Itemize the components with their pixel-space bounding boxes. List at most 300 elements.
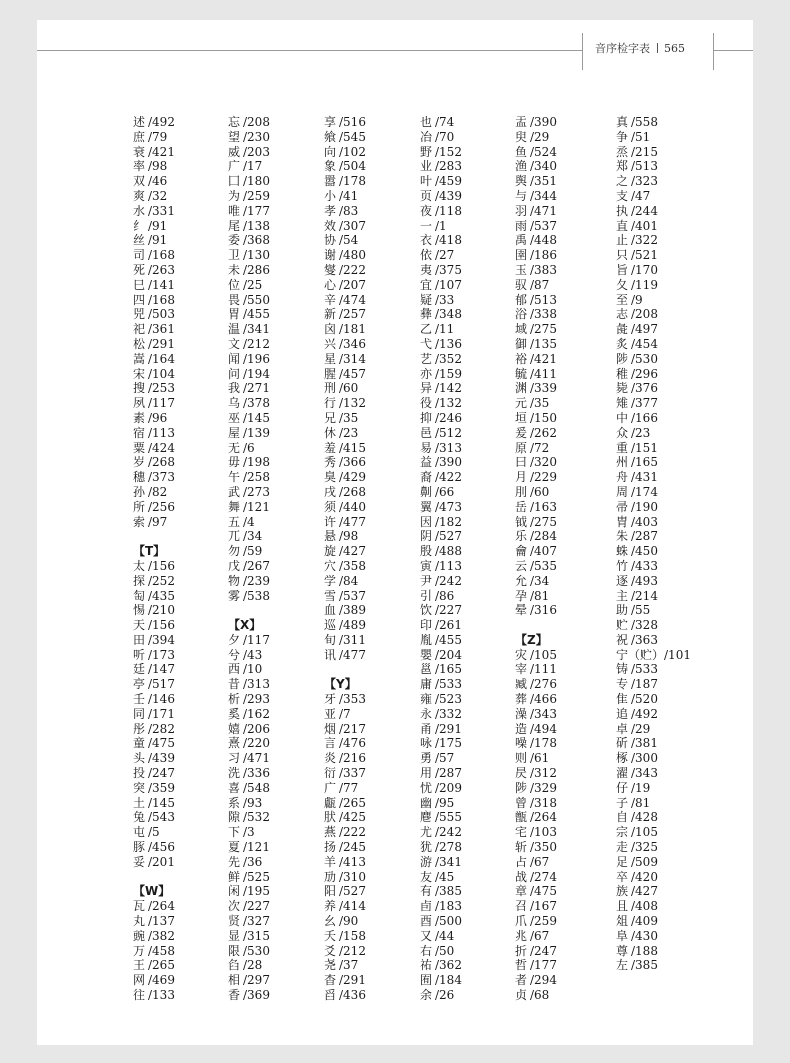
entry-page: /177	[243, 203, 270, 218]
index-entry	[228, 322, 320, 337]
entry-page: /171	[148, 706, 175, 721]
entry-page: /54	[339, 233, 359, 248]
entry-page: /6	[243, 440, 255, 455]
entry-page: /72	[530, 440, 550, 455]
entry-character: 逐	[616, 573, 629, 588]
entry-page: /328	[631, 618, 658, 633]
entry-page: /182	[435, 514, 462, 529]
entry-page: /275	[530, 514, 557, 529]
index-entry	[420, 944, 512, 959]
entry-page: /516	[339, 115, 366, 129]
entry-page: /119	[631, 277, 658, 292]
index-entry	[324, 159, 416, 174]
entry-page: /133	[148, 988, 175, 1003]
entry-character: 戌	[324, 484, 337, 499]
entry-page: /517	[148, 677, 175, 692]
index-entry	[420, 470, 512, 485]
index-entry	[616, 929, 708, 944]
entry-character: 贮	[616, 618, 629, 633]
index-entry	[228, 722, 320, 737]
index-entry	[515, 766, 607, 781]
entry-page: /314	[339, 351, 366, 366]
entry-character: 用	[420, 766, 433, 781]
entry-page: /146	[148, 692, 175, 707]
entry-character: 椓	[616, 751, 629, 766]
entry-page: /214	[631, 588, 658, 603]
index-entry	[133, 278, 225, 293]
entry-character: 嚣	[324, 174, 337, 189]
entry-page: /145	[148, 795, 175, 810]
entry-character: 蛛	[616, 544, 629, 559]
entry-character: 雍	[420, 692, 433, 707]
entry-page: /268	[339, 484, 366, 499]
entry-page: /346	[339, 336, 366, 351]
index-entry	[515, 677, 607, 692]
index-entry	[324, 884, 416, 899]
entry-page: /513	[631, 159, 658, 174]
entry-page: /313	[435, 440, 462, 455]
index-entry	[133, 233, 225, 248]
index-entry	[228, 899, 320, 914]
index-entry	[616, 115, 708, 130]
index-entry	[228, 396, 320, 411]
entry-character: 惕	[133, 603, 146, 618]
entry-character: 元	[515, 396, 528, 411]
index-entry	[616, 130, 708, 145]
index-entry	[420, 810, 512, 825]
entry-page: /494	[530, 721, 557, 736]
entry-character: 隹	[616, 692, 629, 707]
index-entry	[616, 559, 708, 574]
entry-page: /307	[339, 218, 366, 233]
entry-character: 龠	[515, 544, 528, 559]
index-entry	[515, 736, 607, 751]
entry-character: 鲜	[228, 869, 241, 884]
entry-page: /74	[435, 115, 455, 129]
entry-character: 忧	[420, 780, 433, 795]
entry-page: /377	[631, 396, 658, 411]
header-title: 音序检字表	[595, 42, 650, 55]
entry-character: 因	[420, 514, 433, 529]
section-gap	[228, 603, 320, 618]
index-entry	[420, 736, 512, 751]
entry-character: 俎	[616, 914, 629, 929]
index-entry	[324, 603, 416, 618]
entry-character: 羽	[515, 203, 528, 218]
entry-page: /343	[631, 766, 658, 781]
index-entry	[324, 337, 416, 352]
entry-character: 勇	[420, 751, 433, 766]
entry-character: 铸	[616, 662, 629, 677]
entry-page: /261	[435, 618, 462, 633]
entry-character: 奚	[228, 706, 241, 721]
entry-character: 与	[515, 188, 528, 203]
entry-character: 只	[616, 248, 629, 263]
entry-page: /102	[339, 144, 366, 159]
index-entry	[228, 219, 320, 234]
entry-page: /105	[631, 825, 658, 840]
index-entry	[616, 751, 708, 766]
entry-page: /313	[243, 677, 270, 692]
index-entry	[420, 914, 512, 929]
entry-page: /208	[631, 307, 658, 322]
index-entry	[228, 145, 320, 160]
entry-page: /322	[631, 233, 658, 248]
entry-page: /256	[148, 499, 175, 514]
entry-character: 曾	[515, 795, 528, 810]
entry-character: 小	[324, 188, 337, 203]
index-entry	[324, 515, 416, 530]
entry-character: 豚	[133, 840, 146, 855]
index-entry	[324, 204, 416, 219]
section-heading: 【Y】	[324, 677, 357, 692]
index-entry	[324, 929, 416, 944]
entry-character: 自	[616, 810, 629, 825]
entry-character: 象	[324, 159, 337, 174]
entry-page: /97	[148, 514, 168, 529]
index-entry	[133, 633, 225, 648]
entry-page: /262	[530, 425, 557, 440]
entry-page: /93	[243, 795, 263, 810]
entry-character: 为	[228, 188, 241, 203]
entry-character: 瓦	[133, 899, 146, 914]
entry-character: 造	[515, 721, 528, 736]
entry-character: 闲	[228, 884, 241, 899]
index-entry	[616, 692, 708, 707]
entry-page: /318	[530, 795, 557, 810]
entry-character: 尹	[420, 573, 433, 588]
entry-character: 太	[133, 558, 146, 573]
index-entry	[324, 248, 416, 263]
entry-character: 圉	[515, 248, 528, 263]
entry-page: /81	[631, 795, 651, 810]
entry-character: 听	[133, 647, 146, 662]
entry-page: /258	[243, 470, 270, 485]
entry-page: /311	[339, 632, 366, 647]
index-entry	[228, 633, 320, 648]
entry-page: /222	[339, 262, 366, 277]
index-entry	[133, 515, 225, 530]
index-entry	[228, 174, 320, 189]
entry-page: /187	[631, 677, 658, 692]
entry-page: /477	[339, 647, 366, 662]
index-entry	[616, 825, 708, 840]
entry-character: 夙	[133, 396, 146, 411]
running-header	[595, 41, 713, 57]
index-entry	[324, 426, 416, 441]
entry-character: 郑	[616, 159, 629, 174]
index-entry	[324, 500, 416, 515]
entry-character: 宿	[133, 425, 146, 440]
entry-character: 噪	[515, 736, 528, 751]
index-entry	[515, 381, 607, 396]
entry-character: 祐	[420, 958, 433, 973]
entry-character: 则	[515, 751, 528, 766]
index-entry	[420, 633, 512, 648]
index-entry	[420, 500, 512, 515]
index-entry	[515, 722, 607, 737]
index-entry	[515, 248, 607, 263]
index-entry	[324, 293, 416, 308]
entry-page: /523	[435, 692, 462, 707]
index-entry	[420, 574, 512, 589]
index-entry	[420, 307, 512, 322]
entry-character: 囗	[228, 174, 241, 189]
entry-character: 贤	[228, 914, 241, 929]
entry-character: 纟	[133, 218, 146, 233]
index-entry	[324, 411, 416, 426]
entry-page: /23	[631, 425, 651, 440]
index-entry	[228, 781, 320, 796]
index-entry	[133, 736, 225, 751]
entry-character: 阴	[420, 529, 433, 544]
entry-page: /79	[148, 129, 168, 144]
entry-page: /242	[435, 573, 462, 588]
entry-page: /425	[339, 810, 366, 825]
index-entry	[515, 263, 607, 278]
entry-character: 阜	[616, 928, 629, 943]
section-heading: 【W】	[133, 884, 171, 899]
entry-page: /332	[435, 706, 462, 721]
entry-character: 毓	[515, 366, 528, 381]
index-entry	[133, 263, 225, 278]
entry-character: 炙	[616, 336, 629, 351]
index-entry	[228, 159, 320, 174]
index-entry	[515, 692, 607, 707]
index-entry	[324, 781, 416, 796]
index-entry	[616, 174, 708, 189]
index-entry	[420, 204, 512, 219]
entry-character: 嬰	[420, 647, 433, 662]
index-entry	[228, 973, 320, 988]
entry-character: 粟	[133, 440, 146, 455]
entry-page: /103	[530, 825, 557, 840]
entry-character: 乙	[420, 322, 433, 337]
entry-page: /283	[435, 159, 462, 174]
index-entry	[420, 367, 512, 382]
index-entry	[324, 574, 416, 589]
entry-character: 午	[228, 470, 241, 485]
entry-page: /429	[339, 470, 366, 485]
entry-page: /244	[631, 203, 658, 218]
index-entry	[324, 130, 416, 145]
entry-page: /492	[148, 115, 175, 129]
entry-character: 宁（贮）	[616, 647, 665, 662]
entry-character: 族	[616, 884, 629, 899]
index-entry	[133, 781, 225, 796]
entry-page: /431	[631, 470, 658, 485]
entry-page: /173	[148, 647, 175, 662]
entry-page: /341	[435, 854, 462, 869]
entry-character: 争	[616, 129, 629, 144]
index-entry	[616, 145, 708, 160]
entry-page: /450	[631, 544, 658, 559]
entry-character: 头	[133, 751, 146, 766]
entry-character: 行	[324, 396, 337, 411]
entry-page: /427	[631, 884, 658, 899]
entry-page: /98	[148, 159, 168, 174]
entry-character: 土	[133, 795, 146, 810]
entry-page: /198	[243, 455, 270, 470]
entry-character: 嵩	[133, 351, 146, 366]
entry-page: /25	[243, 277, 263, 292]
entry-page: /458	[148, 943, 175, 958]
index-entry	[420, 751, 512, 766]
entry-page: /424	[148, 440, 175, 455]
entry-page: /162	[243, 706, 270, 721]
entry-page: /158	[339, 928, 366, 943]
entry-page: /343	[530, 706, 557, 721]
entry-page: /291	[339, 973, 366, 988]
entry-page: /208	[243, 115, 270, 129]
entry-character: 物	[228, 573, 241, 588]
entry-page: /375	[435, 262, 462, 277]
entry-character: 帚	[616, 499, 629, 514]
entry-character: 右	[420, 943, 433, 958]
entry-page: /259	[243, 188, 270, 203]
entry-page: /117	[148, 396, 175, 411]
entry-page: /60	[339, 381, 359, 396]
index-entry	[420, 559, 512, 574]
index-entry	[324, 470, 416, 485]
index-entry	[324, 825, 416, 840]
entry-character: 印	[420, 618, 433, 633]
index-entry	[133, 618, 225, 633]
index-entry	[515, 914, 607, 929]
index-entry	[515, 944, 607, 959]
entry-character: 殷	[420, 544, 433, 559]
entry-character: 雨	[515, 218, 528, 233]
entry-character: 孕	[515, 588, 528, 603]
entry-page: /555	[435, 810, 462, 825]
entry-page: /67	[530, 928, 550, 943]
index-entry	[420, 589, 512, 604]
entry-character: 突	[133, 780, 146, 795]
entry-page: /418	[435, 233, 462, 248]
index-entry	[133, 174, 225, 189]
index-entry	[324, 322, 416, 337]
entry-page: /150	[530, 410, 557, 425]
entry-page: /316	[530, 603, 557, 618]
entry-character: 哲	[515, 958, 528, 973]
entry-page: /530	[631, 351, 658, 366]
index-entry	[133, 204, 225, 219]
entry-character: 须	[324, 499, 337, 514]
entry-character: 抑	[420, 410, 433, 425]
index-entry	[420, 544, 512, 559]
entry-character: 昃	[515, 766, 528, 781]
entry-page: /530	[243, 943, 270, 958]
entry-character: 习	[228, 751, 241, 766]
entry-character: 陟	[515, 780, 528, 795]
entry-page: /117	[243, 632, 270, 647]
entry-page: /50	[435, 943, 455, 958]
index-entry	[133, 914, 225, 929]
entry-character: 驭	[515, 277, 528, 292]
entry-page: /61	[530, 751, 550, 766]
index-entry	[515, 559, 607, 574]
entry-page: /138	[243, 218, 270, 233]
index-entry	[515, 973, 607, 988]
entry-page: /287	[631, 529, 658, 544]
entry-page: /215	[631, 144, 658, 159]
entry-page: /524	[530, 144, 557, 159]
index-entry	[515, 189, 607, 204]
index-entry	[133, 411, 225, 426]
entry-page: /210	[148, 603, 175, 618]
section-gap	[515, 618, 607, 633]
entry-character: 贞	[515, 988, 528, 1003]
entry-page: /268	[148, 455, 175, 470]
entry-character: 庸	[420, 677, 433, 692]
entry-character: 臾	[515, 129, 528, 144]
index-entry	[616, 707, 708, 722]
entry-page: /415	[339, 440, 366, 455]
index-entry	[515, 884, 607, 899]
entry-character: 次	[228, 899, 241, 914]
entry-page: /348	[435, 307, 462, 322]
index-entry	[133, 396, 225, 411]
entry-page: /51	[631, 129, 651, 144]
index-entry	[420, 352, 512, 367]
entry-page: /331	[148, 203, 175, 218]
entry-character: 谢	[324, 248, 337, 263]
index-entry	[420, 707, 512, 722]
entry-character: 武	[228, 484, 241, 499]
entry-character: 永	[420, 706, 433, 721]
entry-character: 率	[133, 159, 146, 174]
entry-page: /543	[148, 810, 175, 825]
entry-page: /227	[435, 603, 462, 618]
entry-page: /456	[148, 840, 175, 855]
index-entry	[515, 603, 607, 618]
index-entry	[228, 278, 320, 293]
index-entry	[616, 603, 708, 618]
index-entry	[515, 115, 607, 130]
index-entry	[515, 781, 607, 796]
entry-character: 臧	[515, 677, 528, 692]
index-entry	[228, 766, 320, 781]
index-entry	[133, 648, 225, 663]
entry-page: /327	[243, 914, 270, 929]
entry-character: 禹	[515, 233, 528, 248]
index-entry	[133, 722, 225, 737]
index-entry	[228, 263, 320, 278]
entry-character: 网	[133, 973, 146, 988]
index-entry	[133, 751, 225, 766]
index-entry	[133, 825, 225, 840]
entry-page: /351	[530, 174, 557, 189]
index-entry	[324, 722, 416, 737]
entry-character: 兮	[228, 647, 241, 662]
entry-page: /310	[339, 869, 366, 884]
entry-page: /466	[530, 692, 557, 707]
entry-page: /121	[243, 499, 270, 514]
entry-page: /403	[631, 514, 658, 529]
entry-character: 阳	[324, 884, 337, 899]
entry-character: 未	[228, 262, 241, 277]
entry-page: /435	[148, 588, 175, 603]
index-entry	[324, 648, 416, 663]
entry-page: /113	[148, 425, 175, 440]
entry-character: 渔	[515, 159, 528, 174]
section-gap	[324, 662, 416, 677]
entry-character: 尾	[228, 218, 241, 233]
entry-page: /488	[435, 544, 462, 559]
entry-character: 中	[616, 410, 629, 425]
entry-character: 濯	[616, 766, 629, 781]
entry-character: 业	[420, 159, 433, 174]
